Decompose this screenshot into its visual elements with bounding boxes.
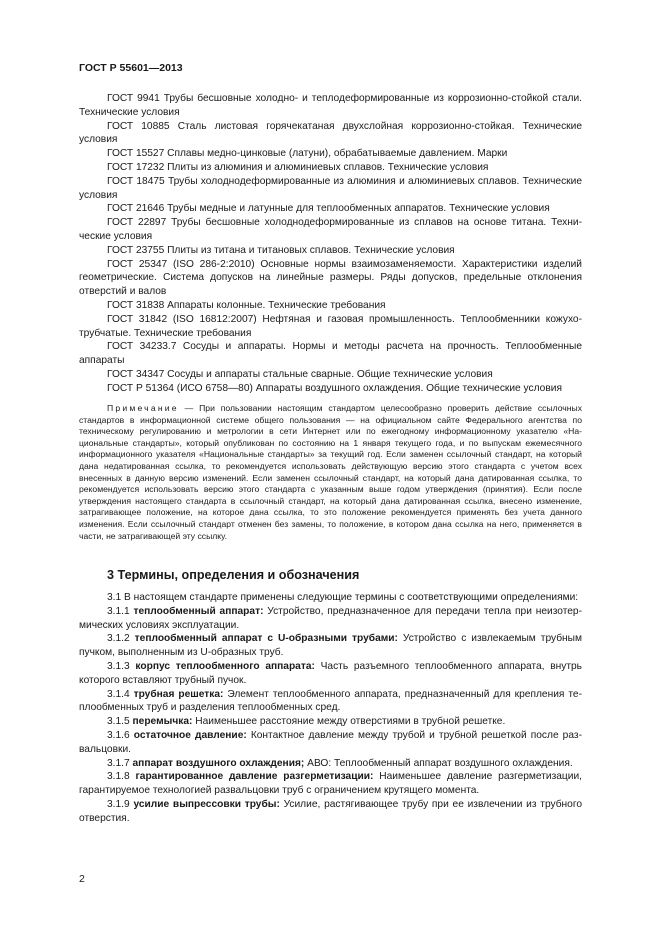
section-title: 3 Термины, определения и обозначения — [107, 568, 360, 582]
note-label: Примечание — [107, 403, 179, 413]
term-definition: Элемент теплообменного аппарата, предназначенный для крепления теплообменных труб и разделения теплообменных сред. — [79, 688, 582, 714]
term-definition: Часть разъемного теплообменного аппарата, внутрь которого вставляют трубный пучок. — [79, 660, 582, 686]
term-name: корпус теплообменного аппарата: — [135, 660, 315, 672]
ref-item: ГОСТ 34233.7 Сосуды и аппараты. Нормы и методы расчета на прочность. Теплообменные аппараты — [79, 341, 582, 367]
term-number: 3.1.1 — [107, 605, 130, 617]
term-number: 3.1.8 — [107, 771, 130, 783]
ref-item: ГОСТ 34347 Сосуды и аппараты стальные сварные. Общие технические условия — [107, 368, 493, 380]
note-block — [79, 403, 582, 542]
term-entry — [79, 798, 582, 826]
note-text: — При пользовании настоящим стандартом целесообразно проверить действие ссылочных стандартов в информационной системе общего пользования — на официальном сайте Федерального агентства по техническому регулированию и метрологии в сети Интернет или по ежегодному информационному указателю «Национальные стандарты», который опубликован по состоянию на 1 января текущего года, и по выпускам ежемесячного информационного указателя «Национальные стандарты» за текущий год. Если заменен ссылочный стандарт, на который дана недатированная ссылка, то рекомендуется использовать действующую версию этого стандарта с учетом всех внесенных в данную версию изменений. Если заменен ссылочный стандарт, на который дана датированная ссылка, то рекомендуется использовать версию этого стандарта с указанным выше годом утверждения (принятия). Если после утверждения настоящего стандарта в ссылочный стандарт, на который дана датированная ссылка, внесено изменение, затрагивающее положение, на которое дана ссылка, то это положение рекомендуется применять без учета данного изменения. Если ссылочный стандарт отменен без замены, то положение, в котором дана ссылка на него, применяется в части, не затрагивающей эту ссылку. — [79, 403, 582, 541]
term-number: 3.1.3 — [107, 660, 130, 672]
ref-item: ГОСТ 10885 Сталь листовая горячекатаная двухслойная коррозионно-стойкая. Технические условия — [79, 120, 582, 146]
term-definition: Контактное давление между трубой и трубной решеткой после развальцовки. — [79, 729, 582, 755]
terms-section — [79, 591, 582, 826]
term-number: 3.1.7 — [107, 757, 130, 769]
term-entry — [79, 757, 582, 771]
ref-item: ГОСТ 9941 Трубы бесшовные холодно- и теплодеформированные из коррозионно-стойкой стали. Технические условия — [79, 93, 582, 118]
term-definition: Наименьшее расстояние между отверстиями в трубной решетке. — [192, 716, 506, 728]
term-entry — [79, 632, 582, 660]
term-entry — [79, 729, 582, 757]
term-name: аппарат воздушного охлаждения; — [132, 757, 305, 769]
term-name: остаточное давление: — [133, 729, 247, 741]
ref-item: ГОСТ 23755 Плиты из титана и титановых сплавов. Технические условия — [107, 244, 455, 256]
ref-item: ГОСТ Р 51364 (ИСО 6758—80) Аппараты воздушного охлаждения. Общие технические условия — [107, 382, 562, 394]
normative-references — [79, 92, 582, 396]
term-name: теплообменный аппарат: — [133, 605, 264, 617]
ref-item: ГОСТ 21646 Трубы медные и латунные для теплообменных аппаратов. Технические условия — [107, 203, 550, 215]
term-name: гарантированное давление разгерметизации: — [135, 771, 374, 783]
term-name: усилие выпрессовки трубы: — [133, 798, 280, 810]
ref-item: ГОСТ 22897 Трубы бесшовные холоднодеформированные из сплавов на основе титана. Технические условия — [79, 217, 582, 242]
term-number: 3.1.5 — [107, 716, 130, 728]
term-definition: Устройство, предназначенное для передачи тепла при неизотермических условиях эксплуатации. — [79, 605, 582, 631]
page-number: 2 — [79, 873, 85, 885]
ref-item: ГОСТ 18475 Трубы холоднодеформированные из алюминия и алюминиевых сплавов. Технические условия — [79, 175, 582, 201]
term-definition: АВО: Теплообменный аппарат воздушного охлаждения. — [304, 757, 573, 769]
term-number: 3.1.9 — [107, 798, 130, 810]
term-number: 3.1.6 — [107, 729, 130, 741]
ref-item: ГОСТ 15527 Сплавы медно-цинковые (латуни), обрабатываемые давлением. Марки — [107, 148, 508, 160]
term-definition: Усилие, растягивающее трубу при ее извлечении из трубного отверстия. — [79, 798, 582, 824]
term-name: теплообменный аппарат с U-образными трубами: — [134, 633, 398, 645]
term-name: перемычка: — [132, 716, 193, 728]
term-number: 3.1.2 — [107, 633, 130, 645]
term-number: 3.1.4 — [107, 688, 130, 700]
term-entry — [79, 660, 582, 688]
term-entry — [79, 715, 582, 729]
ref-item: ГОСТ 31842 (ISO 16812:2007) Нефтяная и газовая промышленность. Теплообменники кожухотрубчатые. Технические требования — [79, 313, 582, 339]
note-paragraph — [79, 403, 582, 542]
terms-intro: 3.1 В настоящем стандарте применены следующие термины с соответствующими определениями: — [107, 592, 579, 603]
term-entry — [79, 770, 582, 798]
ref-item: ГОСТ 17232 Плиты из алюминия и алюминиевых сплавов. Технические условия — [107, 161, 489, 173]
ref-item: ГОСТ 31838 Аппараты колонные. Технические требования — [107, 299, 386, 311]
term-entry — [79, 605, 582, 633]
term-definition: Наименьшее давление разгерметизации, гарантируемое технологией развальцовки труб с ограничением крутящего момента. — [79, 771, 582, 797]
term-name: трубная решетка: — [133, 688, 224, 700]
page-header: ГОСТ Р 55601—2013 — [79, 62, 183, 74]
term-entry — [79, 688, 582, 716]
term-definition: Устройство с извлекаемым трубным пучком, выполненным из U-образных труб. — [79, 633, 582, 659]
ref-item: ГОСТ 25347 (ISO 286-2:2010) Основные нормы взаимозаменяемости. Характеристики изделий геометрические. Система допусков на линейные размеры. Ряды допусков, предельные отклонения отверстий и валов — [79, 258, 582, 298]
